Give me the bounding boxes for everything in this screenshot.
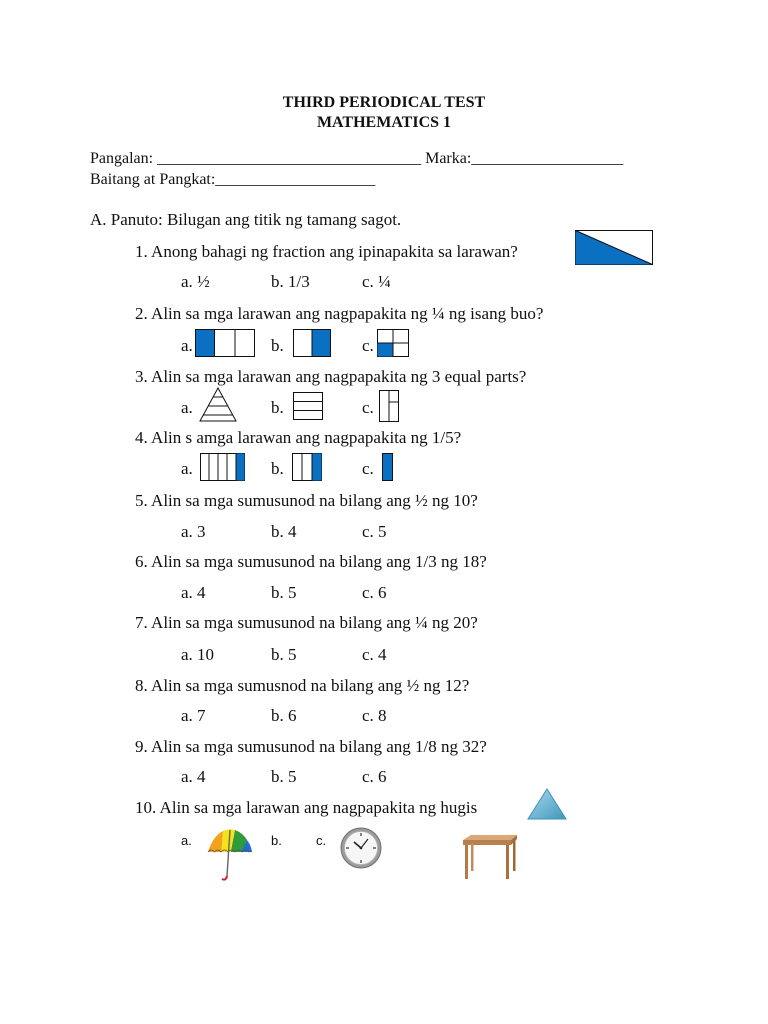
q2-b-halves-figure (293, 329, 331, 357)
instructions: A. Panuto: Bilugan ang titik ng tamang sagot. (90, 210, 402, 229)
q8-option-a: a. 7 (181, 706, 206, 725)
q5-option-c: c. 5 (362, 522, 387, 541)
question-4: 4. Alin s amga larawan ang nagpapakita ng 1/5? (135, 428, 462, 447)
question-1: 1. Anong bahagi ng fraction ang ipinapakita sa larawan? (135, 242, 518, 261)
q3-option-b: b. (271, 398, 284, 417)
q6-option-b: b. 5 (271, 583, 297, 602)
q2-option-c: c. (362, 336, 374, 355)
q4-c-whole-figure (382, 453, 393, 481)
q5-option-a: a. 3 (181, 522, 206, 541)
q2-option-a: a. (181, 336, 193, 355)
q1-right-triangle-figure (575, 230, 653, 265)
q4-option-c: c. (362, 459, 374, 478)
q7-option-c: c. 4 (362, 645, 387, 664)
triangle-shape-icon (527, 788, 567, 820)
question-10: 10. Alin sa mga larawan ang nagpapakita ng hugis (135, 798, 478, 817)
q10-option-c: c. (316, 833, 327, 848)
question-3: 3. Alin sa mga larawan ang nagpapakita ng 3 equal parts? (135, 367, 527, 386)
q10-option-b: b. (271, 833, 282, 848)
q8-option-c: c. 8 (362, 706, 387, 725)
q9-option-a: a. 4 (181, 767, 206, 786)
q3-a-triangle-figure (199, 387, 237, 422)
test-title: THIRD PERIODICAL TEST (282, 94, 486, 111)
question-6: 6. Alin sa mga sumusunod na bilang ang 1/3 ng 18? (135, 552, 487, 571)
q4-a-fifths-figure (200, 453, 245, 481)
q10-option-a: a. (181, 833, 192, 848)
question-5: 5. Alin sa mga sumusunod na bilang ang ½ ng 10? (135, 491, 478, 510)
q3-b-rows-figure (293, 392, 323, 420)
umbrella-icon (205, 826, 255, 882)
q4-b-thirds-figure (292, 453, 322, 481)
q2-option-b: b. (271, 336, 284, 355)
grade-section-line: Baitang at Pangkat:____________________ (90, 171, 376, 188)
q6-option-a: a. 4 (181, 583, 206, 602)
q8-option-b: b. 6 (271, 706, 297, 725)
test-subject: MATHEMATICS 1 (316, 114, 452, 131)
q9-option-b: b. 5 (271, 767, 297, 786)
q3-option-a: a. (181, 398, 193, 417)
q3-c-unequal-figure (379, 390, 399, 422)
question-9: 9. Alin sa mga sumusunod na bilang ang 1/8 ng 32? (135, 737, 487, 756)
q4-option-a: a. (181, 459, 193, 478)
q2-c-quarters-figure (377, 329, 409, 357)
q6-option-c: c. 6 (362, 583, 387, 602)
q2-a-thirds-figure (195, 329, 255, 357)
clock-icon (340, 827, 382, 869)
q7-option-b: b. 5 (271, 645, 297, 664)
q1-option-b: b. 1/3 (271, 272, 310, 291)
question-7: 7. Alin sa mga sumusunod na bilang ang ¼ ng 20? (135, 613, 478, 632)
question-2: 2. Alin sa mga larawan ang nagpapakita ng ¼ ng isang buo? (135, 304, 544, 323)
q4-option-b: b. (271, 459, 284, 478)
q7-option-a: a. 10 (181, 645, 215, 664)
q1-option-c: c. ¼ (362, 272, 391, 291)
table-icon (459, 834, 519, 880)
q5-option-b: b. 4 (271, 522, 297, 541)
name-and-score-line: Pangalan: _________________________________ Marka:___________________ (90, 150, 624, 167)
question-8: 8. Alin sa mga sumusnod na bilang ang ½ ng 12? (135, 676, 470, 695)
q1-option-a: a. ½ (181, 272, 210, 291)
q3-option-c: c. (362, 398, 374, 417)
q9-option-c: c. 6 (362, 767, 387, 786)
